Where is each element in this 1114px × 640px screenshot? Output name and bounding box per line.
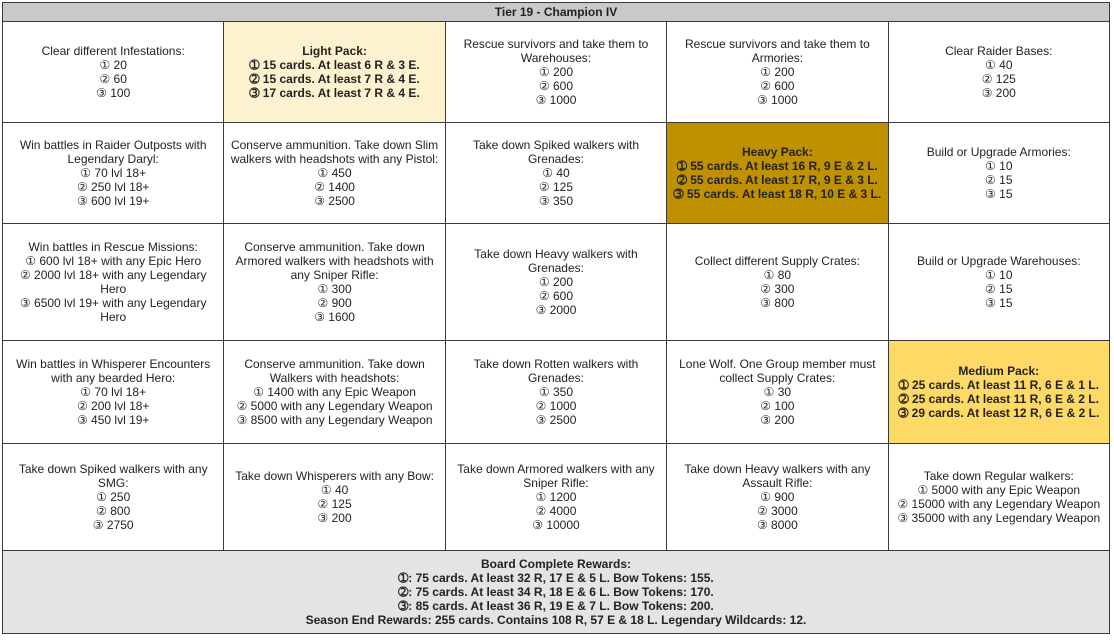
board-cell	[667, 22, 888, 123]
board-cell	[445, 444, 666, 551]
cell-tier-line: ③ 2000	[535, 303, 577, 317]
cell-tier-line: ① 40	[320, 483, 349, 497]
cell-tier-line: ③ 1600	[314, 310, 355, 324]
board-cell	[667, 444, 888, 551]
cell-heading: Medium Pack:	[958, 364, 1040, 378]
cell-tier-line: ➀ 15 cards. At least 6 R & 3 E.	[249, 58, 420, 72]
board-title: Tier 19 - Champion IV	[3, 3, 1110, 22]
cell-tier-line: ① 40	[542, 166, 570, 180]
cell-tier-line: ③ 2500	[314, 194, 355, 208]
footer-heading: Board Complete Rewards:	[480, 557, 632, 571]
cell-tier-line: ② 125	[981, 72, 1016, 86]
footer-reward-line: ➁: 75 cards. At least 34 R, 18 E & 6 L. Bow Tokens: 170.	[398, 585, 714, 599]
cell-tier-line: ① 900	[760, 490, 795, 504]
footer-reward-line: ➀: 75 cards. At least 32 R, 17 E & 5 L. Bow Tokens: 155.	[398, 571, 714, 585]
board-cell	[445, 224, 666, 341]
cell-tier-line: ① 40	[985, 58, 1013, 72]
cell-tier-line: ① 10	[985, 268, 1013, 282]
cell-tier-line: ① 200	[538, 65, 574, 79]
board-row	[3, 341, 1110, 444]
cell-tier-line: ① 20	[99, 58, 127, 72]
cell-tier-line: ② 800	[96, 504, 131, 518]
cell-tier-line: ③ 800	[760, 296, 795, 310]
cell-tier-line: ③ 15	[985, 296, 1013, 310]
cell-heading: Take down Heavy walkers with Grenades:	[474, 247, 638, 275]
cell-tier-line: ③ 6500 lvl 19+ with any Legendary Hero	[19, 296, 207, 324]
cell-tier-line: ① 10	[985, 159, 1013, 173]
cell-tier-line: ① 1400 with any Epic Weapon	[253, 385, 416, 399]
board-cell	[888, 224, 1109, 341]
cell-tier-line: ➁ 55 cards. At least 17 R, 9 E & 3 L.	[676, 173, 878, 187]
cell-heading: Light Pack:	[302, 44, 367, 58]
cell-tier-line: ③ 15	[985, 187, 1013, 201]
footer-reward-line: ➂: 85 cards. At least 36 R, 19 E & 7 L. Bow Tokens: 200.	[398, 599, 714, 613]
cell-tier-line: ① 250	[96, 490, 131, 504]
cell-tier-line: ② 125	[317, 497, 352, 511]
cell-heading: Conserve ammunition. Take down Armored walkers with headshots with any Sniper Rifle:	[235, 240, 434, 282]
cell-tier-line: ① 80	[763, 268, 792, 282]
board-cell	[888, 444, 1109, 551]
cell-tier-line: ② 200 lvl 18+	[76, 399, 150, 413]
cell-tier-line: ② 900	[317, 296, 352, 310]
cell-tier-line: ② 125	[538, 180, 574, 194]
board-cell	[3, 123, 224, 224]
cell-tier-line: ② 4000	[535, 504, 577, 518]
board-row	[3, 224, 1110, 341]
board-cell	[667, 123, 888, 224]
board-cell	[224, 22, 445, 123]
board-row	[3, 22, 1110, 123]
cell-heading: Conserve ammunition. Take down Slim walkers with headshots with any Pistol:	[230, 138, 439, 166]
cell-tier-line: ③ 200	[981, 86, 1016, 100]
cell-tier-line: ① 200	[538, 275, 574, 289]
cell-heading: Take down Heavy walkers with any Assault Rifle:	[684, 462, 871, 490]
board-cell	[445, 22, 666, 123]
cell-tier-line: ① 350	[538, 385, 574, 399]
cell-tier-line: ➂ 29 cards. At least 12 R, 6 E & 2 L.	[898, 406, 1100, 420]
cell-tier-line: ③ 10000	[532, 518, 580, 532]
cell-tier-line: ② 600	[538, 79, 574, 93]
cell-tier-line: ② 1000	[535, 399, 577, 413]
cell-tier-line: ② 15000 with any Legendary Weapon	[897, 497, 1101, 511]
board-cell	[445, 341, 666, 444]
cell-tier-line: ② 300	[760, 282, 795, 296]
cell-heading: Clear different Infestations:	[41, 44, 185, 58]
cell-tier-line: ③ 1000	[756, 93, 798, 107]
cell-heading: Conserve ammunition. Take down Walkers with headshots:	[244, 357, 425, 385]
cell-tier-line: ② 100	[760, 399, 795, 413]
cell-tier-line: ② 600	[760, 79, 795, 93]
cell-heading: Clear Raider Bases:	[945, 44, 1053, 58]
cell-heading: Rescue survivors and take them to Warehouses:	[463, 37, 649, 65]
board-cell	[3, 341, 224, 444]
cell-heading: Win battles in Rescue Missions:	[28, 240, 198, 254]
footer-reward-line: Season End Rewards: 255 cards. Contains 108 R, 57 E & 18 L. Legendary Wildcards: 12.	[305, 613, 807, 627]
cell-tier-line: ➁ 25 cards. At least 11 R, 6 E & 2 L.	[898, 392, 1099, 406]
board-cell	[224, 224, 445, 341]
cell-tier-line: ① 200	[760, 65, 795, 79]
cell-heading: Win battles in Raider Outposts with Legendary Daryl:	[19, 138, 207, 166]
board-cell	[888, 22, 1109, 123]
cell-heading: Take down Regular walkers:	[923, 469, 1074, 483]
cell-heading: Take down Spiked walkers with any SMG:	[18, 462, 208, 490]
cell-tier-line: ② 600	[538, 289, 574, 303]
cell-tier-line: ③ 350	[538, 194, 574, 208]
cell-tier-line: ③ 200	[317, 511, 352, 525]
cell-tier-line: ① 300	[317, 282, 352, 296]
cell-tier-line: ➂ 55 cards. At least 18 R, 10 E & 3 L.	[673, 187, 882, 201]
cell-heading: Take down Spiked walkers with Grenades:	[472, 138, 640, 166]
board-cell	[3, 224, 224, 341]
cell-tier-line: ③ 2750	[92, 518, 134, 532]
cell-heading: Build or Upgrade Armories:	[926, 145, 1071, 159]
cell-tier-line: ② 250 lvl 18+	[76, 180, 150, 194]
cell-heading: Take down Rotten walkers with Grenades:	[473, 357, 639, 385]
cell-tier-line: ① 5000 with any Epic Weapon	[917, 483, 1081, 497]
board-cell	[3, 22, 224, 123]
cell-tier-line: ① 600 lvl 18+ with any Epic Hero	[25, 254, 202, 268]
cell-tier-line: ① 1200	[535, 490, 577, 504]
reward-board	[2, 2, 1110, 634]
cell-tier-line: ③ 100	[96, 86, 131, 100]
cell-heading: Win battles in Whisperer Encounters with any bearded Hero:	[16, 357, 211, 385]
cell-tier-line: ② 1400	[314, 180, 355, 194]
board-cell	[224, 341, 445, 444]
cell-heading: Lone Wolf. One Group member must collect Supply Crates:	[679, 357, 876, 385]
cell-tier-line: ① 30	[763, 385, 792, 399]
board-cell	[667, 341, 888, 444]
board-cell	[224, 444, 445, 551]
cell-tier-line: ② 2000 lvl 18+ with any Legendary Hero	[19, 268, 207, 296]
cell-tier-line: ③ 450 lvl 19+	[76, 413, 150, 427]
cell-tier-line: ➁ 15 cards. At least 7 R & 4 E.	[249, 72, 420, 86]
footer-row	[3, 551, 1110, 634]
board-complete-rewards	[3, 551, 1110, 634]
board-cell	[3, 444, 224, 551]
cell-tier-line: ② 15	[985, 173, 1013, 187]
board-cell	[888, 341, 1109, 444]
cell-heading: Take down Whisperers with any Bow:	[235, 469, 434, 483]
board-cell	[888, 123, 1109, 224]
cell-tier-line: ① 450	[317, 166, 352, 180]
cell-tier-line: ② 15	[985, 282, 1013, 296]
cell-tier-line: ③ 200	[760, 413, 795, 427]
cell-heading: Rescue survivors and take them to Armories:	[684, 37, 870, 65]
cell-tier-line: ③ 8000	[756, 518, 798, 532]
cell-tier-line: ➀ 25 cards. At least 11 R, 6 E & 1 L.	[898, 378, 1099, 392]
cell-tier-line: ② 5000 with any Legendary Weapon	[236, 399, 433, 413]
cell-heading: Take down Armored walkers with any Sniper Rifle:	[457, 462, 655, 490]
cell-tier-line: ③ 35000 with any Legendary Weapon	[897, 511, 1101, 525]
board-cell	[224, 123, 445, 224]
cell-tier-line: ③ 8500 with any Legendary Weapon	[236, 413, 433, 427]
cell-heading: Build or Upgrade Warehouses:	[916, 254, 1081, 268]
cell-tier-line: ➀ 55 cards. At least 16 R, 9 E & 2 L.	[676, 159, 878, 173]
board-cell	[667, 224, 888, 341]
cell-tier-line: ③ 1000	[535, 93, 577, 107]
board-row	[3, 444, 1110, 551]
board-cell	[445, 123, 666, 224]
cell-tier-line: ③ 600 lvl 19+	[76, 194, 150, 208]
cell-tier-line: ② 60	[99, 72, 127, 86]
board-row	[3, 123, 1110, 224]
cell-tier-line: ① 70 lvl 18+	[80, 166, 147, 180]
cell-heading: Heavy Pack:	[742, 145, 813, 159]
cell-tier-line: ① 70 lvl 18+	[80, 385, 147, 399]
cell-heading: Collect different Supply Crates:	[694, 254, 860, 268]
cell-tier-line: ➂ 17 cards. At least 7 R & 4 E.	[249, 86, 420, 100]
cell-tier-line: ③ 2500	[535, 413, 577, 427]
cell-tier-line: ② 3000	[756, 504, 798, 518]
